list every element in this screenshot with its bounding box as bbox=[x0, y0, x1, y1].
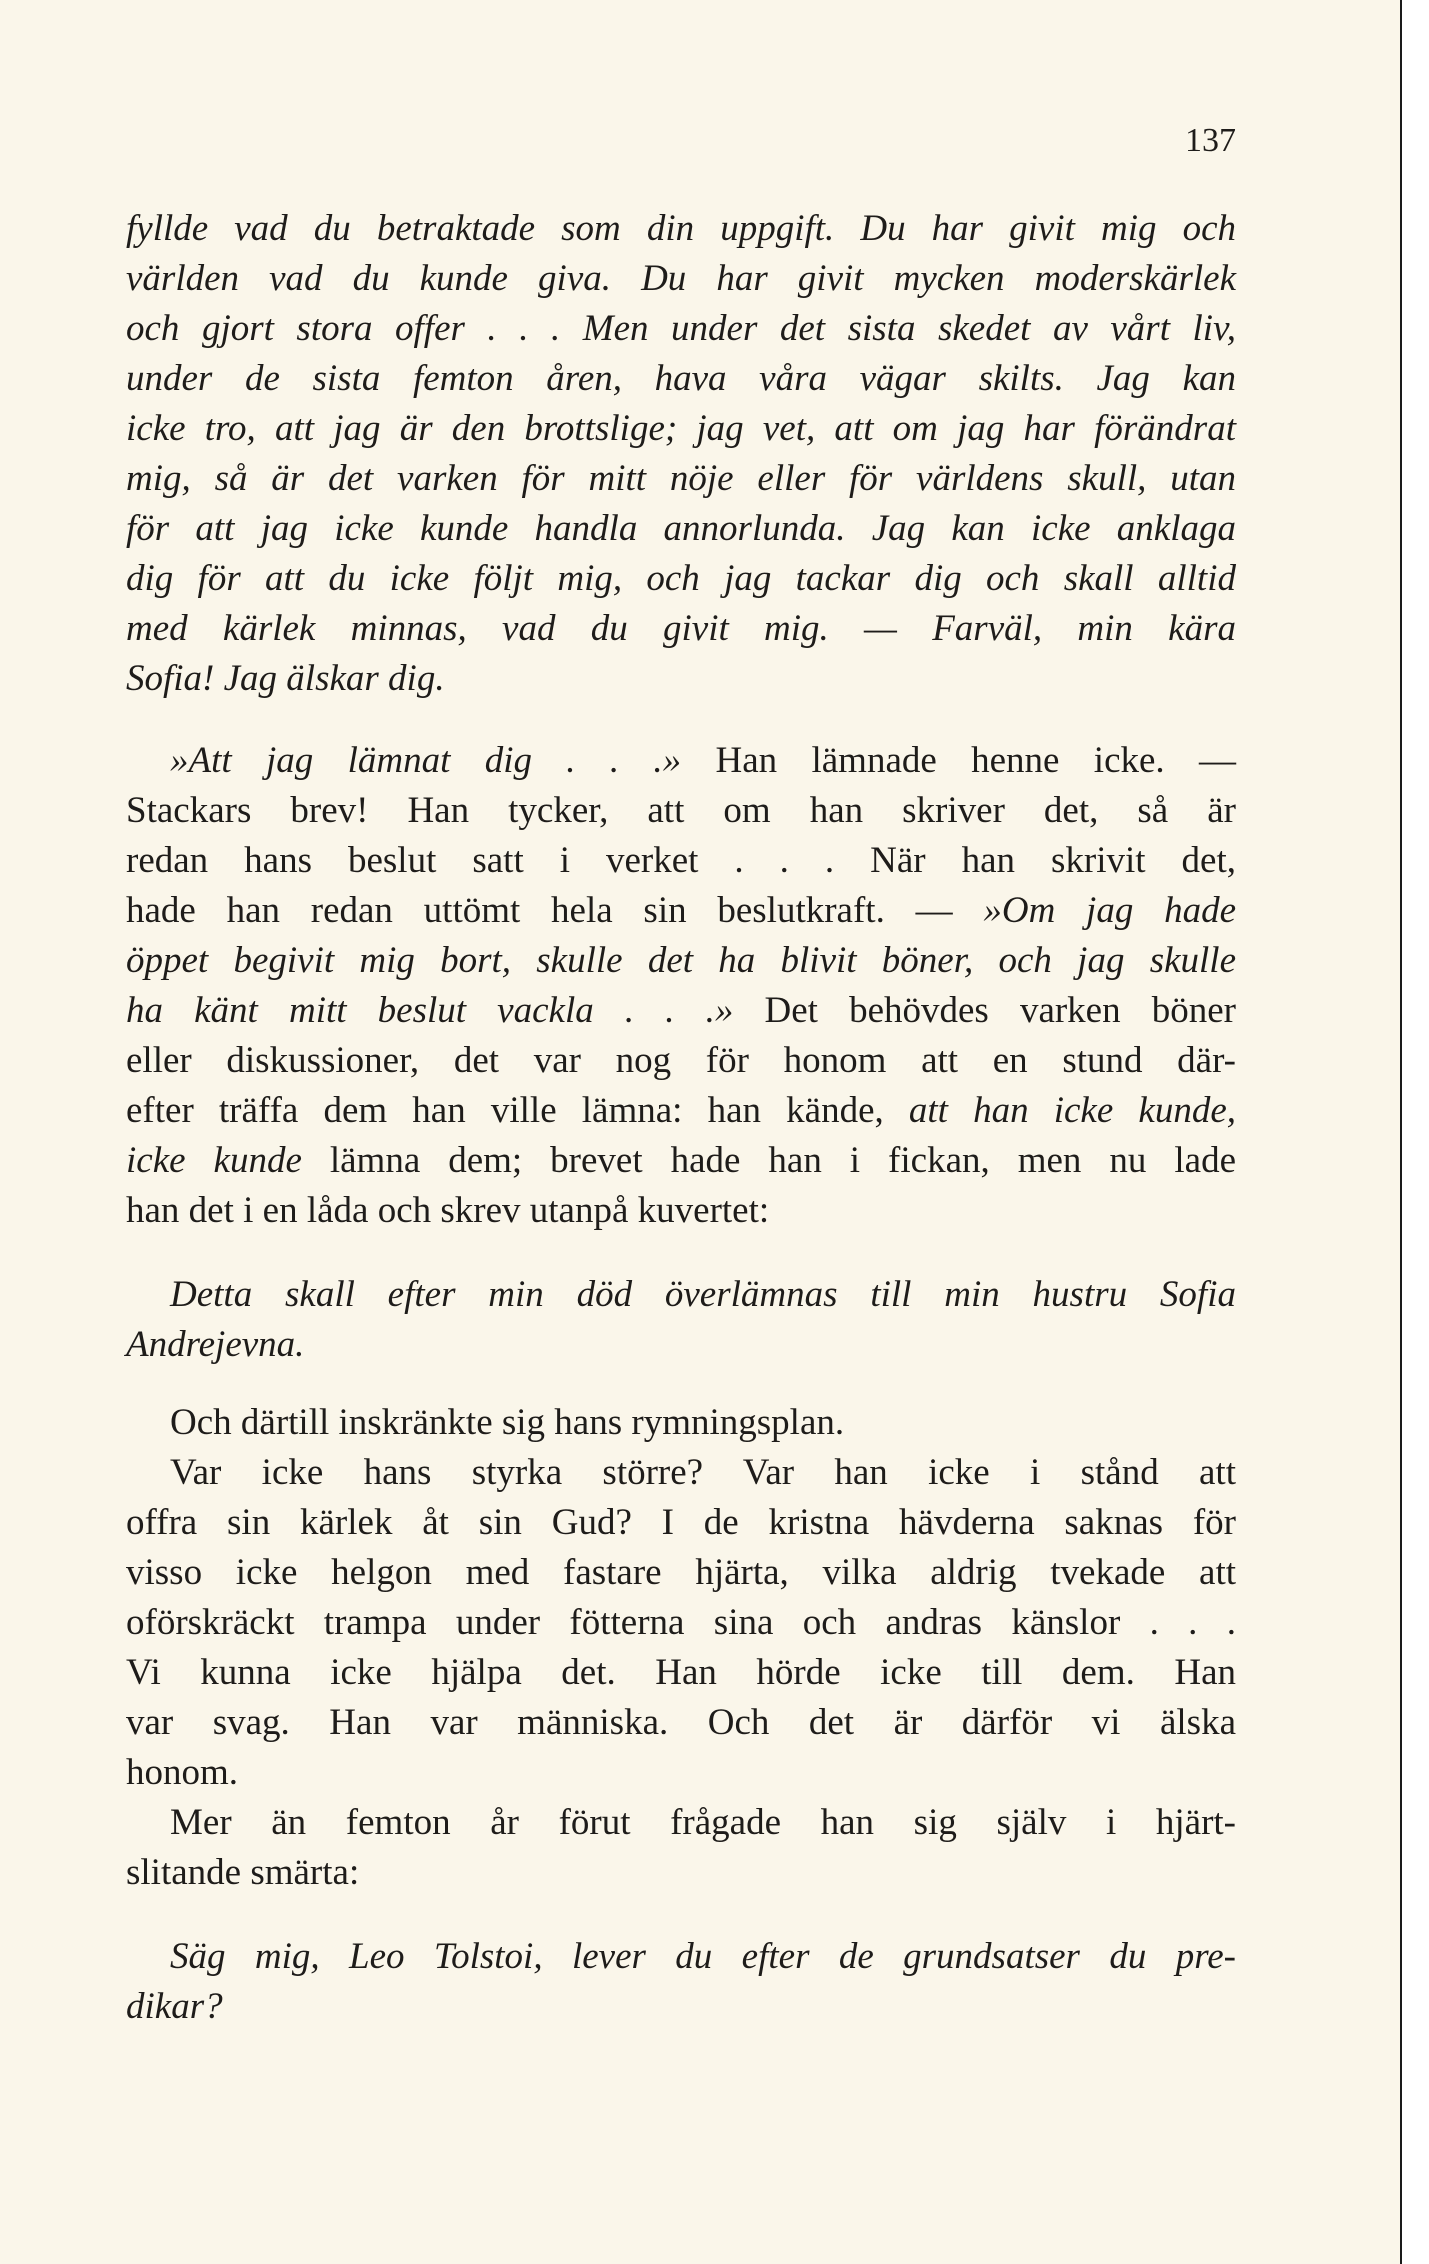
text-line bbox=[126, 1698, 1236, 1748]
text-segment: redan hans beslut satt i verket . . . När han skrivit det, bbox=[126, 840, 1236, 881]
text-segment: var svag. Han var människa. Och det är därför vi älska bbox=[126, 1702, 1236, 1743]
text-line bbox=[126, 504, 1236, 554]
text-segment: honom. bbox=[126, 1752, 239, 1793]
italic-segment: dikar? bbox=[126, 1986, 223, 2027]
text-line bbox=[126, 1320, 1236, 1370]
text-line bbox=[126, 454, 1236, 504]
text-segment: eller diskussioner, det var nog för honom att en stund där- bbox=[126, 1040, 1236, 1081]
text-segment: Stackars brev! Han tycker, att om han skriver det, så är bbox=[126, 790, 1236, 831]
text-line bbox=[126, 354, 1236, 404]
page-edge bbox=[1400, 0, 1429, 2264]
text-line bbox=[126, 254, 1236, 304]
text-line bbox=[126, 404, 1236, 454]
text-line bbox=[126, 1186, 1236, 1236]
text-line bbox=[126, 604, 1236, 654]
text-line bbox=[126, 1748, 1236, 1798]
italic-segment: mig, så är det varken för mitt nöje eller för världens skull, utan bbox=[126, 458, 1236, 499]
text-line bbox=[170, 736, 1236, 786]
italic-segment: ha känt mitt beslut vackla . . .» bbox=[126, 990, 734, 1031]
text-line bbox=[126, 554, 1236, 604]
text-line bbox=[126, 204, 1236, 254]
text-line bbox=[126, 1648, 1236, 1698]
text-line bbox=[126, 1136, 1236, 1186]
text-line bbox=[126, 1086, 1236, 1136]
italic-segment: med kärlek minnas, vad du givit mig. — Farväl, min kära bbox=[126, 608, 1236, 649]
italic-segment: Detta skall efter min död överlämnas till min hustru Sofia bbox=[170, 1274, 1236, 1315]
text-segment: oförskräckt trampa under fötterna sina och andras känslor . . . bbox=[126, 1602, 1236, 1643]
text-segment: offra sin kärlek åt sin Gud? I de kristna hävderna saknas för bbox=[126, 1502, 1236, 1543]
text-line bbox=[126, 786, 1236, 836]
text-line bbox=[170, 1270, 1236, 1320]
italic-segment: att han icke kunde, bbox=[908, 1090, 1237, 1131]
italic-segment: dig för att du icke följt mig, och jag tackar dig och skall alltid bbox=[126, 558, 1236, 599]
text-segment: lämna dem; brevet hade han i fickan, men nu lade bbox=[301, 1140, 1236, 1181]
italic-segment: icke tro, att jag är den brottslige; jag vet, att om jag har förändrat bbox=[126, 408, 1236, 449]
text-segment: efter träffa dem han ville lämna: han kände, bbox=[126, 1090, 909, 1131]
text-line bbox=[126, 1848, 1236, 1898]
text-line bbox=[126, 1982, 1236, 2032]
italic-segment: Sofia! Jag älskar dig. bbox=[126, 658, 445, 699]
italic-segment: icke kunde bbox=[126, 1140, 302, 1181]
text-segment: hade han redan uttömt hela sin beslutkraft. — bbox=[126, 890, 984, 931]
text-line bbox=[170, 1398, 1236, 1448]
text-line bbox=[126, 836, 1236, 886]
text-segment: han det i en låda och skrev utanpå kuvertet: bbox=[126, 1190, 770, 1231]
text-line bbox=[126, 986, 1236, 1036]
italic-segment: och gjort stora offer . . . Men under det sista skedet av vårt liv, bbox=[126, 308, 1236, 349]
italic-segment: öppet begivit mig bort, skulle det ha blivit böner, och jag skulle bbox=[126, 940, 1236, 981]
text-segment: slitande smärta: bbox=[126, 1852, 360, 1893]
italic-segment: för att jag icke kunde handla annorlunda. Jag kan icke anklaga bbox=[126, 508, 1236, 549]
text-line bbox=[126, 936, 1236, 986]
italic-segment: »Att jag lämnat dig . . .» bbox=[170, 740, 682, 781]
text-segment: Mer än femton år förut frågade han sig själv i hjärt- bbox=[170, 1802, 1236, 1843]
text-line bbox=[126, 1498, 1236, 1548]
text-segment: Han lämnade henne icke. — bbox=[681, 740, 1236, 781]
text-segment: visso icke helgon med fastare hjärta, vilka aldrig tvekade att bbox=[126, 1552, 1236, 1593]
italic-segment: »Om jag hade bbox=[983, 890, 1236, 931]
text-line bbox=[126, 886, 1236, 936]
text-segment: Var icke hans styrka större? Var han icke i stånd att bbox=[170, 1452, 1236, 1493]
text-segment: Och därtill inskränkte sig hans rymningsplan. bbox=[170, 1402, 845, 1443]
text-line bbox=[170, 1798, 1236, 1848]
text-line bbox=[126, 1598, 1236, 1648]
text-line bbox=[126, 654, 1236, 704]
italic-segment: fyllde vad du betraktade som din uppgift. Du har givit mig och bbox=[126, 208, 1236, 249]
text-line bbox=[126, 1548, 1236, 1598]
italic-segment: under de sista femton åren, hava våra vägar skilts. Jag kan bbox=[126, 358, 1236, 399]
text-line bbox=[126, 1036, 1236, 1086]
text-line bbox=[170, 1448, 1236, 1498]
italic-segment: världen vad du kunde giva. Du har givit mycken moderskärlek bbox=[126, 258, 1236, 299]
text-segment: Vi kunna icke hjälpa det. Han hörde icke till dem. Han bbox=[126, 1652, 1236, 1693]
text-segment: Det behövdes varken böner bbox=[733, 990, 1236, 1031]
text-line bbox=[126, 304, 1236, 354]
text-line bbox=[170, 1932, 1236, 1982]
italic-segment: Säg mig, Leo Tolstoi, lever du efter de grundsatser du pre- bbox=[170, 1936, 1236, 1977]
italic-segment: Andrejevna. bbox=[126, 1324, 305, 1365]
page-number: 137 bbox=[1185, 122, 1236, 159]
